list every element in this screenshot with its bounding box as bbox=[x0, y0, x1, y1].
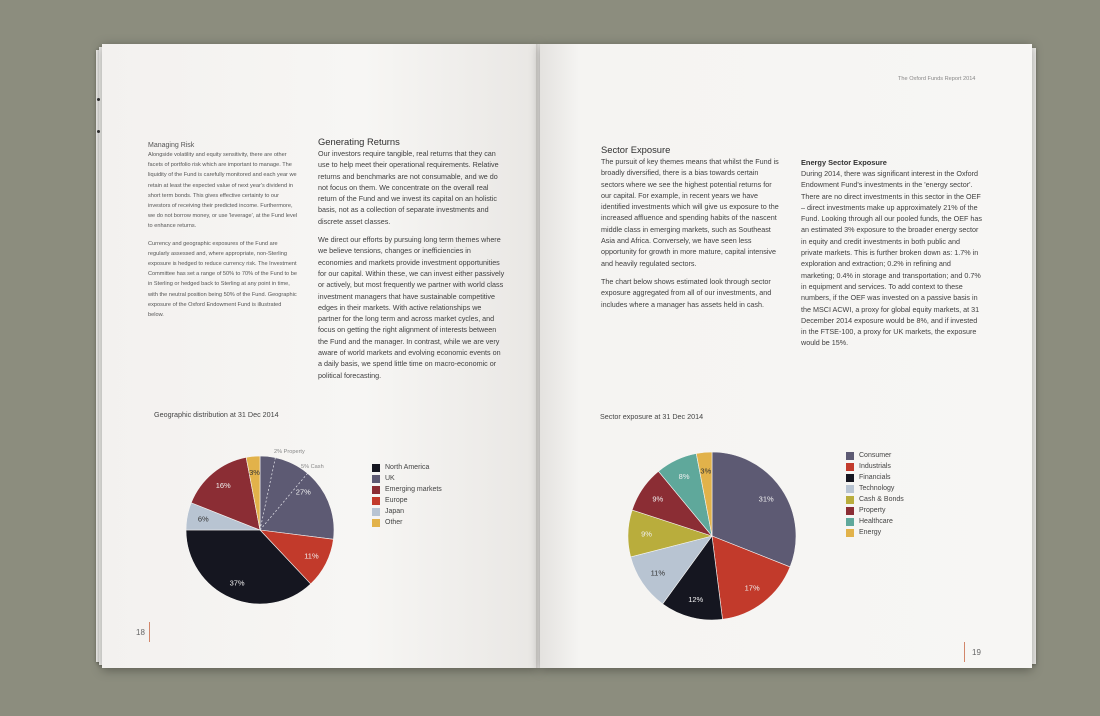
generating-returns-section bbox=[318, 136, 506, 388]
sector-exposure-para1: The pursuit of key themes means that whilst the Fund is broadly diversified, there is a bias towards certain sectors where we see the highest potential returns for our capital. For example, in recent years we have identified investments which will give us exposure to the increased affluence and spending habits of the nascent middle class in emerging markets, such as Southeast Asia and Africa. Conversely, we have seen less opportunity for growth in more mature, capital intensive and heavily regulated sectors. bbox=[601, 157, 779, 268]
managing-risk-heading: Managing Risk bbox=[148, 142, 195, 149]
legend-label: Other bbox=[385, 519, 403, 526]
pie-label-japan: 6% bbox=[197, 514, 209, 524]
legend-item-financials bbox=[846, 472, 904, 483]
legend-label: UK bbox=[385, 475, 395, 482]
legend-label: Japan bbox=[385, 508, 405, 515]
legend-label: Emerging markets bbox=[385, 486, 442, 493]
legend-swatch bbox=[846, 507, 854, 515]
legend-swatch bbox=[372, 508, 380, 516]
page-rule bbox=[964, 642, 965, 662]
legend-swatch bbox=[846, 529, 854, 537]
pie-label-healthcare: 8% bbox=[678, 472, 690, 482]
legend-label: Technology bbox=[859, 485, 895, 492]
sector-chart-title: Sector exposure at 31 Dec 2014 bbox=[600, 412, 704, 421]
pie-label-north-america: 37% bbox=[229, 578, 245, 588]
left-page bbox=[102, 44, 538, 668]
legend-swatch bbox=[846, 474, 854, 482]
legend-item-cash-bonds bbox=[846, 494, 904, 505]
left-page-number: 18 bbox=[136, 628, 145, 637]
pie-label-uk: 27% bbox=[295, 487, 311, 497]
generating-returns-heading: Generating Returns bbox=[318, 136, 400, 147]
legend-label: Cash & Bonds bbox=[859, 496, 904, 503]
legend-item-europe bbox=[372, 495, 442, 506]
running-title: The Oxford Funds Report 2014 bbox=[898, 76, 976, 82]
sector-pie-chart bbox=[622, 448, 812, 626]
legend-label: Financials bbox=[859, 474, 891, 481]
legend-swatch bbox=[372, 497, 380, 505]
legend-swatch bbox=[372, 486, 380, 494]
legend-item-technology bbox=[846, 483, 904, 494]
legend-swatch bbox=[846, 485, 854, 493]
geo-legend bbox=[372, 462, 442, 528]
pie-label-other: 3% bbox=[249, 468, 260, 478]
legend-item-emerging-markets bbox=[372, 484, 442, 495]
energy-para1: During 2014, there was significant interest in the Oxford Endowment Fund's investments in the 'energy sector'. There are no direct investments in this sector in the OEF – direct investments make up approximately 21% of the Fund. Looking through all our pooled funds, the OEF has an estimated 3% exposure to the broader energy sector in equity and credit investments in both public and private markets. This is further broken down as: 1.7% in exploration and extraction; 0.2% in refining and marketing; 0.4% in storage and transportation; and 0.7% in equipment and services. To add context to these numbers, if the OEF was invested on a passive basis in the MSCI ACWI, a proxy for global equity markets, at 31 December 2014 exposure would be 8%, and if invested in the FTSE-100, a proxy for UK markets, the exposure would be 15%. bbox=[801, 169, 983, 348]
right-page-number: 19 bbox=[972, 648, 981, 657]
pie-label-industrials: 17% bbox=[744, 583, 760, 593]
legend-label: North America bbox=[385, 464, 430, 471]
energy-heading: Energy Sector Exposure bbox=[801, 158, 887, 167]
managing-risk-para1: Alongside volatility and equity sensitivity, there are other facets of portfolio risk which are important to manage. The liquidity of the Fund is carefully monitored and each year we retain at least the expected value of next year's dividend in short term bonds. This gives effective certainty to our investors of receiving their predicted income. Furthermore, we do not borrow money, or use 'leverage', at the Fund level to enhance returns. bbox=[148, 152, 298, 230]
legend-swatch bbox=[372, 519, 380, 527]
managing-risk-para2: Currency and geographic exposures of the Fund are regularly assessed and, where appropriate, non-Sterling exposure is hedged to reduce currency risk. The Investment Committee has set a range of 50% to 70% of the Fund to be in Sterling or hedged back to Sterling at any point in time, with the neutral position being 50% of the Fund. Geographic exposure of the Oxford Endowment Fund is illustrated below. bbox=[148, 240, 297, 319]
energy-section bbox=[801, 158, 983, 356]
legend-item-uk bbox=[372, 473, 442, 484]
pie-callout-5-cash: 5% Cash bbox=[301, 464, 324, 470]
legend-swatch bbox=[846, 452, 854, 460]
legend-item-north-america bbox=[372, 462, 442, 473]
legend-swatch bbox=[372, 464, 380, 472]
geo-pie-chart bbox=[186, 448, 346, 628]
pie-callout-2-property: 2% Property bbox=[274, 449, 305, 455]
page-rule bbox=[149, 622, 150, 642]
binding-hole bbox=[97, 98, 100, 101]
pie-label-cash-bonds: 9% bbox=[641, 529, 652, 539]
right-page bbox=[540, 44, 1032, 668]
pie-label-consumer: 31% bbox=[758, 494, 774, 504]
pie-label-financials: 12% bbox=[688, 594, 704, 604]
legend-item-energy bbox=[846, 527, 904, 538]
legend-label: Property bbox=[859, 507, 886, 514]
legend-label: Europe bbox=[385, 497, 408, 504]
legend-item-other bbox=[372, 517, 442, 528]
legend-label: Healthcare bbox=[859, 518, 893, 525]
sector-exposure-para2: The chart below shows estimated look through sector exposure aggregated from all of our investments, and includes where a manager has assets held in cash. bbox=[601, 276, 772, 309]
legend-swatch bbox=[846, 496, 854, 504]
legend-swatch bbox=[846, 518, 854, 526]
legend-item-consumer bbox=[846, 450, 904, 461]
sector-exposure-section bbox=[601, 144, 779, 317]
pie-label-energy: 3% bbox=[700, 466, 712, 476]
binding-hole bbox=[97, 130, 100, 133]
legend-label: Consumer bbox=[859, 452, 892, 459]
legend-item-industrials bbox=[846, 461, 904, 472]
generating-returns-para1: Our investors require tangible, real returns that they can use to help meet their operational requirements. Relative returns and benchmarks are not consumable, and we do not focus on them. We concentrate on the overall real return of the Fund and we invest its capital on an holistic basis, not as a collection of separate investments and discrete asset classes. bbox=[318, 149, 499, 226]
sector-exposure-heading: Sector Exposure bbox=[601, 144, 671, 155]
legend-label: Energy bbox=[859, 529, 882, 536]
legend-swatch bbox=[372, 475, 380, 483]
pie-label-technology: 11% bbox=[650, 568, 666, 578]
sector-legend bbox=[846, 450, 904, 538]
managing-risk-section bbox=[148, 142, 298, 327]
pie-label-europe: 11% bbox=[304, 551, 319, 561]
legend-swatch bbox=[846, 463, 854, 471]
legend-item-healthcare bbox=[846, 516, 904, 527]
geo-chart-title: Geographic distribution at 31 Dec 2014 bbox=[154, 410, 279, 419]
legend-label: Industrials bbox=[859, 463, 891, 470]
generating-returns-para2: We direct our efforts by pursuing long term themes where we believe tensions, changes or inefficiencies in economies and markets provide investment opportunities for our capital. Within these, we can invest either passively or actively, but most frequently we partner with world class investment managers that have sustainable competitive edges in their markets. With active relationships we partner for the long term and across market cycles, and focus on getting the right alignment of interests between the Fund and the manager. In contrast, while we are very aware of world markets and evolving economic events on a daily basis, we spend little time on macro-economic or political forecasting. bbox=[318, 235, 505, 380]
legend-item-property bbox=[846, 505, 904, 516]
legend-item-japan bbox=[372, 506, 442, 517]
pie-label-emerging-markets: 16% bbox=[215, 481, 231, 491]
pie-label-property: 9% bbox=[652, 494, 664, 504]
